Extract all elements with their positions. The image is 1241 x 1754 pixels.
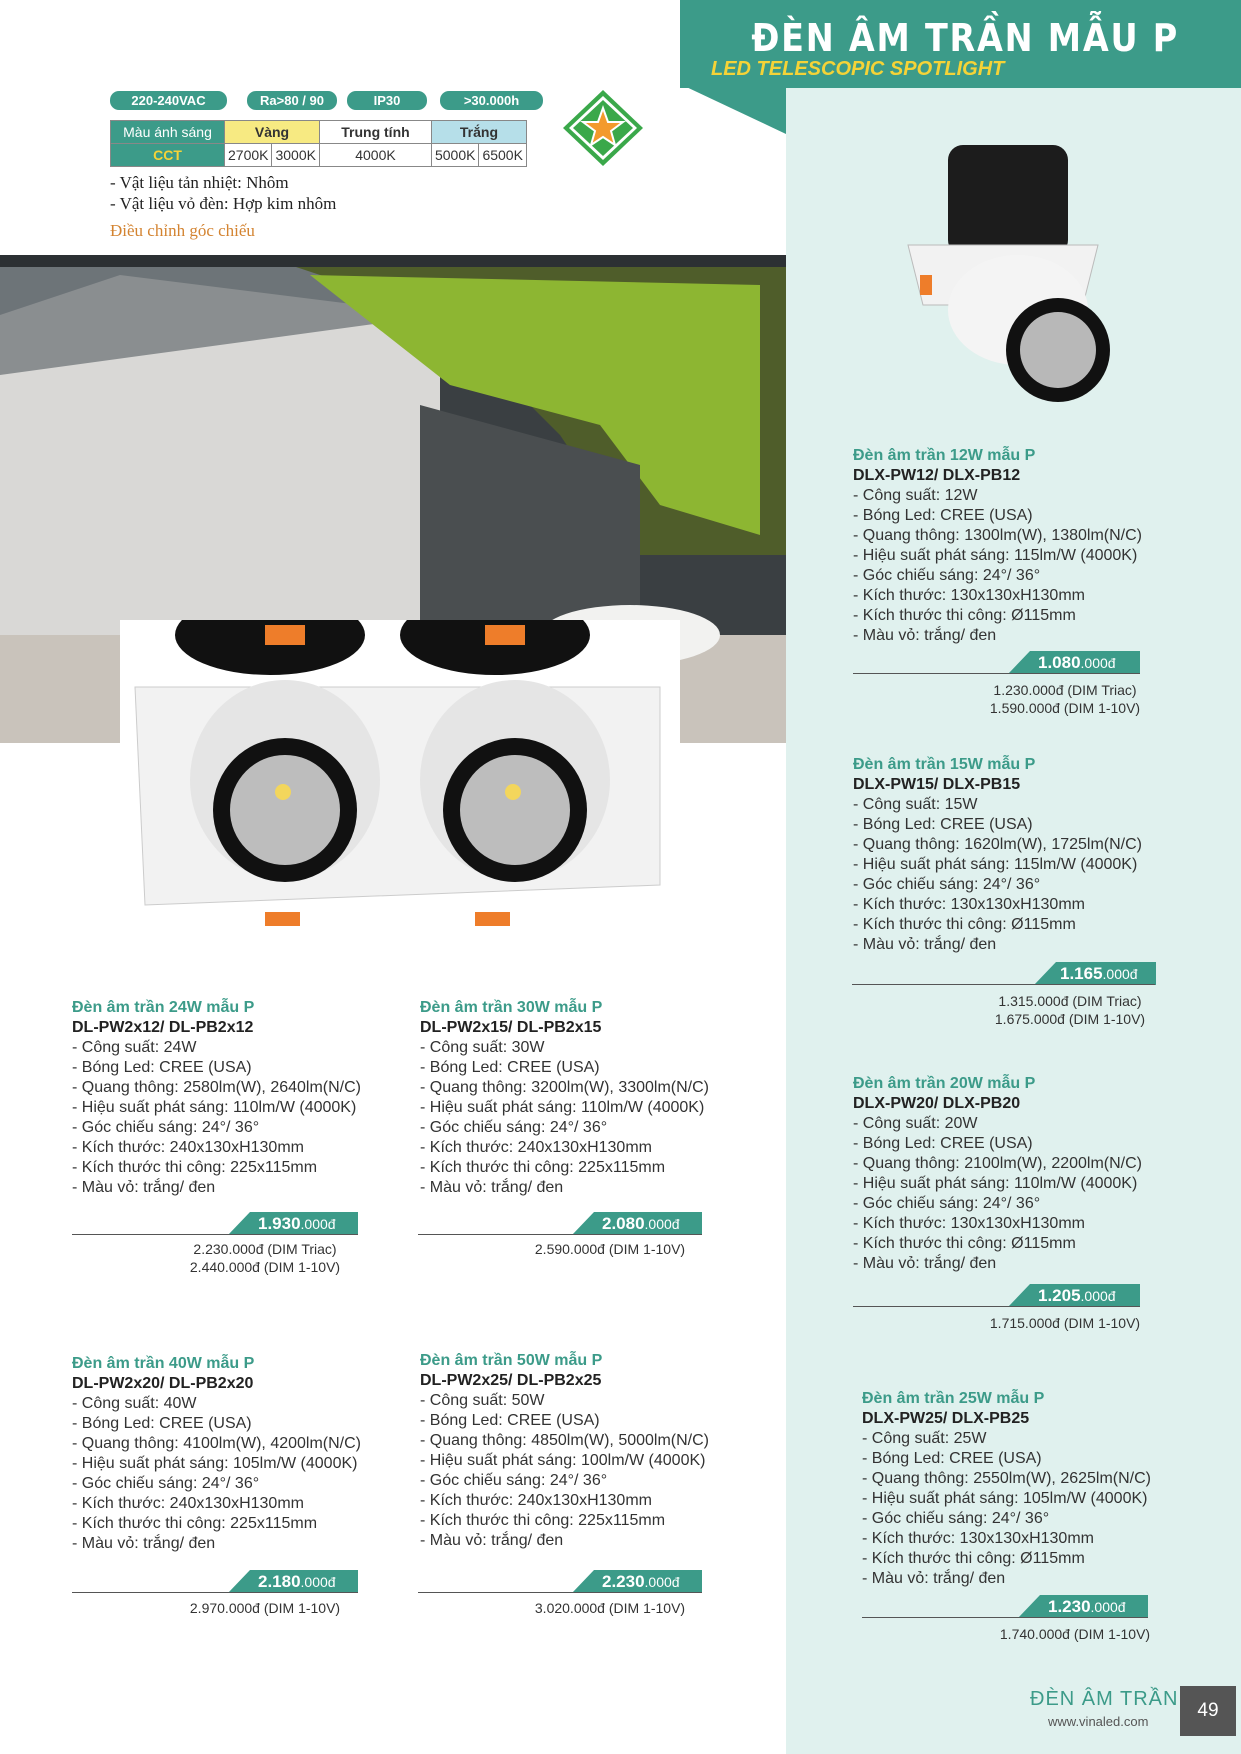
- price-underline: [853, 1306, 1140, 1307]
- price-main: 1.205: [1038, 1286, 1081, 1305]
- spec-line: - Kích thước thi công: Ø115mm: [853, 1235, 1076, 1252]
- spec-line: - Kích thước: 130x130xH130mm: [853, 587, 1085, 604]
- product-model: DLX-PW15/ DLX-PB15: [853, 776, 1021, 793]
- dim-price: 3.020.000đ (DIM 1-10V): [534, 1600, 686, 1616]
- energy-saving-star-icon: [558, 88, 648, 168]
- voltage-badge: 220-240VAC: [110, 91, 227, 110]
- dim-prices: [960, 681, 1170, 717]
- spec-line: - Màu vỏ: trắng/ đen: [72, 1535, 216, 1552]
- dim-price: 1.230.000đ (DIM Triac): [993, 682, 1137, 698]
- price-underline: [72, 1592, 358, 1593]
- double-spotlight-image: [120, 620, 680, 960]
- spec-line: - Kích thước: 240x130xH130mm: [420, 1492, 652, 1509]
- product-40w: [72, 1354, 361, 1554]
- spec-line: - Hiệu suất phát sáng: 105lm/W (4000K): [72, 1455, 358, 1472]
- cct-table: [110, 120, 527, 167]
- spec-line: - Công suất: 50W: [420, 1392, 545, 1409]
- price-main: 1.165: [1060, 964, 1103, 983]
- price-tail: .000đ: [300, 1574, 336, 1590]
- spec-line: - Góc chiếu sáng: 24°/ 36°: [862, 1510, 1050, 1527]
- spec-line: - Quang thông: 3200lm(W), 3300lm(N/C): [420, 1079, 709, 1096]
- dim-price: 2.230.000đ (DIM Triac): [193, 1241, 337, 1257]
- dim-prices: [160, 1599, 370, 1617]
- spec-line: - Kích thước: 240x130xH130mm: [72, 1495, 304, 1512]
- dim-prices: [960, 992, 1180, 1028]
- price-tag: [1030, 651, 1140, 674]
- cct-cool-header: Trắng: [431, 121, 526, 144]
- spec-line: - Màu vỏ: trắng/ đen: [862, 1570, 1006, 1587]
- spec-line: - Kích thước thi công: Ø115mm: [853, 607, 1076, 624]
- spec-line: - Hiệu suất phát sáng: 110lm/W (4000K): [420, 1099, 705, 1116]
- price-tail: .000đ: [300, 1216, 336, 1232]
- cct-label: CCT: [111, 144, 225, 167]
- spec-line: - Công suất: 24W: [72, 1039, 197, 1056]
- ip-badge: IP30: [347, 91, 427, 110]
- product-20w: [853, 1074, 1142, 1274]
- spec-line: - Hiệu suất phát sáng: 105lm/W (4000K): [862, 1490, 1148, 1507]
- product-25w: [862, 1389, 1151, 1589]
- spec-line: - Góc chiếu sáng: 24°/ 36°: [853, 876, 1041, 893]
- material-housing: - Vật liệu vỏ đèn: Hợp kim nhôm: [110, 194, 337, 213]
- product-model: DL-PW2x12/ DL-PB2x12: [72, 1019, 254, 1036]
- spec-line: - Góc chiếu sáng: 24°/ 36°: [853, 1195, 1041, 1212]
- spec-line: - Công suất: 20W: [853, 1115, 978, 1132]
- spec-line: - Kích thước: 130x130xH130mm: [862, 1530, 1094, 1547]
- dim-prices: [970, 1625, 1180, 1643]
- cct-neutral-header: Trung tính: [319, 121, 431, 144]
- page-title: ĐÈN ÂM TRẦN MẪU P: [751, 16, 1179, 60]
- product-model: DL-PW2x25/ DL-PB2x25: [420, 1372, 602, 1389]
- spec-line: - Kích thước: 240x130xH130mm: [72, 1139, 304, 1156]
- page-subtitle: LED TELESCOPIC SPOTLIGHT: [711, 58, 1005, 80]
- spec-line: - Kích thước thi công: 225x115mm: [72, 1515, 318, 1532]
- product-title: Đèn âm trần 25W mẫu P: [862, 1390, 1045, 1407]
- product-title: Đèn âm trần 40W mẫu P: [72, 1355, 255, 1372]
- single-spotlight-image: [868, 125, 1143, 425]
- spec-line: - Kích thước: 130x130xH130mm: [853, 896, 1085, 913]
- header-corner: [680, 84, 786, 134]
- product-15w: [853, 755, 1142, 955]
- spec-line: - Quang thông: 1300lm(W), 1380lm(N/C): [853, 527, 1142, 544]
- product-24w: [72, 998, 361, 1198]
- spec-line: - Màu vỏ: trắng/ đen: [853, 936, 997, 953]
- product-title: Đèn âm trần 50W mẫu P: [420, 1352, 603, 1369]
- dim-price: 2.590.000đ (DIM 1-10V): [534, 1241, 686, 1257]
- price-tag: [594, 1212, 702, 1235]
- price-tail: .000đ: [644, 1574, 680, 1590]
- price-tag: [594, 1570, 702, 1593]
- spec-line: - Hiệu suất phát sáng: 110lm/W (4000K): [72, 1099, 357, 1116]
- spec-line: - Quang thông: 2580lm(W), 2640lm(N/C): [72, 1079, 361, 1096]
- product-12w: [853, 446, 1142, 646]
- spec-line: - Công suất: 25W: [862, 1430, 987, 1447]
- spec-line: - Bóng Led: CREE (USA): [72, 1059, 252, 1076]
- materials: [110, 172, 336, 214]
- cct-value: 2700K: [225, 144, 272, 167]
- price-underline: [418, 1234, 702, 1235]
- price-main: 2.080: [602, 1214, 645, 1233]
- cct-value: 3000K: [272, 144, 319, 167]
- spec-line: - Góc chiếu sáng: 24°/ 36°: [420, 1119, 608, 1136]
- product-title: Đèn âm trần 20W mẫu P: [853, 1075, 1036, 1092]
- dim-prices: [160, 1240, 370, 1276]
- spec-line: - Hiệu suất phát sáng: 115lm/W (4000K): [853, 856, 1138, 873]
- spec-line: - Kích thước thi công: Ø115mm: [862, 1550, 1085, 1567]
- price-main: 1.230: [1048, 1597, 1091, 1616]
- spec-line: - Bóng Led: CREE (USA): [72, 1415, 252, 1432]
- price-tail: .000đ: [1080, 1288, 1116, 1304]
- cct-warm-header: Vàng: [225, 121, 320, 144]
- product-title: Đèn âm trần 24W mẫu P: [72, 999, 255, 1016]
- spec-line: - Màu vỏ: trắng/ đen: [72, 1179, 216, 1196]
- spec-line: - Màu vỏ: trắng/ đen: [853, 1255, 997, 1272]
- dim-prices: [960, 1314, 1170, 1332]
- product-model: DLX-PW25/ DLX-PB25: [862, 1410, 1030, 1427]
- spec-line: - Quang thông: 4100lm(W), 4200lm(N/C): [72, 1435, 361, 1452]
- spec-line: - Góc chiếu sáng: 24°/ 36°: [72, 1475, 260, 1492]
- price-main: 1.080: [1038, 653, 1081, 672]
- price-underline: [862, 1617, 1148, 1618]
- spec-line: - Màu vỏ: trắng/ đen: [420, 1179, 564, 1196]
- footer-url[interactable]: www.vinaled.com: [1048, 1714, 1149, 1729]
- price-underline: [853, 673, 1140, 674]
- product-title: Đèn âm trần 15W mẫu P: [853, 756, 1036, 773]
- spec-line: - Màu vỏ: trắng/ đen: [420, 1532, 564, 1549]
- dim-price: 2.440.000đ (DIM 1-10V): [189, 1259, 341, 1275]
- spec-line: - Quang thông: 4850lm(W), 5000lm(N/C): [420, 1432, 709, 1449]
- dim-prices: [505, 1599, 715, 1617]
- product-50w: [420, 1351, 709, 1551]
- spec-line: - Bóng Led: CREE (USA): [853, 816, 1033, 833]
- product-model: DLX-PW12/ DLX-PB12: [853, 467, 1021, 484]
- price-main: 1.930: [258, 1214, 301, 1233]
- dim-price: 1.675.000đ (DIM 1-10V): [994, 1011, 1146, 1027]
- spec-line: - Kích thước thi công: 225x115mm: [72, 1159, 318, 1176]
- spec-line: - Bóng Led: CREE (USA): [853, 1135, 1033, 1152]
- price-main: 2.180: [258, 1572, 301, 1591]
- price-tag: [250, 1212, 358, 1235]
- product-title: Đèn âm trần 12W mẫu P: [853, 447, 1036, 464]
- price-main: 2.230: [602, 1572, 645, 1591]
- spec-line: - Bóng Led: CREE (USA): [853, 507, 1033, 524]
- product-title: Đèn âm trần 30W mẫu P: [420, 999, 603, 1016]
- adjust-angle-label: Điều chỉnh góc chiếu: [110, 221, 255, 240]
- price-tail: .000đ: [644, 1216, 680, 1232]
- spec-line: - Kích thước thi công: Ø115mm: [853, 916, 1076, 933]
- spec-line: - Quang thông: 1620lm(W), 1725lm(N/C): [853, 836, 1142, 853]
- spec-line: - Kích thước: 130x130xH130mm: [853, 1215, 1085, 1232]
- spec-line: - Hiệu suất phát sáng: 110lm/W (4000K): [853, 1175, 1138, 1192]
- spec-line: - Công suất: 40W: [72, 1395, 197, 1412]
- spec-line: - Bóng Led: CREE (USA): [420, 1412, 600, 1429]
- product-model: DLX-PW20/ DLX-PB20: [853, 1095, 1021, 1112]
- price-tag: [1030, 1284, 1140, 1307]
- spec-line: - Hiệu suất phát sáng: 115lm/W (4000K): [853, 547, 1138, 564]
- spec-line: - Góc chiếu sáng: 24°/ 36°: [420, 1472, 608, 1489]
- spec-line: - Công suất: 12W: [853, 487, 978, 504]
- dim-price: 1.590.000đ (DIM 1-10V): [989, 700, 1141, 716]
- spec-line: - Kích thước: 240x130xH130mm: [420, 1139, 652, 1156]
- spec-line: - Kích thước thi công: 225x115mm: [420, 1512, 666, 1529]
- footer-section: ĐÈN ÂM TRẦN: [1030, 1688, 1179, 1710]
- cct-value: 5000K: [431, 144, 478, 167]
- product-model: DL-PW2x20/ DL-PB2x20: [72, 1375, 254, 1392]
- price-tail: .000đ: [1102, 966, 1138, 982]
- spec-line: - Góc chiếu sáng: 24°/ 36°: [72, 1119, 260, 1136]
- product-model: DL-PW2x15/ DL-PB2x15: [420, 1019, 602, 1036]
- spec-line: - Góc chiếu sáng: 24°/ 36°: [853, 567, 1041, 584]
- spec-line: - Bóng Led: CREE (USA): [420, 1059, 600, 1076]
- spec-line: - Quang thông: 2550lm(W), 2625lm(N/C): [862, 1470, 1151, 1487]
- spec-line: - Màu vỏ: trắng/ đen: [853, 627, 997, 644]
- dim-price: 2.970.000đ (DIM 1-10V): [189, 1600, 341, 1616]
- price-tag: [1040, 1595, 1148, 1618]
- spec-line: - Công suất: 15W: [853, 796, 978, 813]
- dim-price: 1.315.000đ (DIM Triac): [998, 993, 1142, 1009]
- dim-price: 1.715.000đ (DIM 1-10V): [989, 1315, 1141, 1331]
- spec-line: - Hiệu suất phát sáng: 100lm/W (4000K): [420, 1452, 706, 1469]
- cri-badge: Ra>80 / 90: [247, 91, 337, 110]
- cct-value: 4000K: [319, 144, 431, 167]
- price-underline: [72, 1234, 358, 1235]
- price-tag: [1056, 962, 1156, 985]
- price-underline: [418, 1592, 702, 1593]
- spec-line: - Kích thước thi công: 225x115mm: [420, 1159, 666, 1176]
- dim-price: 1.740.000đ (DIM 1-10V): [999, 1626, 1151, 1642]
- price-underline: [852, 984, 1155, 985]
- cct-row-label: Màu ánh sáng: [111, 121, 225, 144]
- product-30w: [420, 998, 709, 1198]
- price-tail: .000đ: [1080, 655, 1116, 671]
- page-number: 49: [1180, 1686, 1236, 1736]
- spec-line: - Quang thông: 2100lm(W), 2200lm(N/C): [853, 1155, 1142, 1172]
- price-tail: .000đ: [1090, 1599, 1126, 1615]
- dim-prices: [505, 1240, 715, 1258]
- spec-line: - Công suất: 30W: [420, 1039, 545, 1056]
- price-tag: [250, 1570, 358, 1593]
- material-heatsink: - Vật liệu tản nhiệt: Nhôm: [110, 173, 289, 192]
- lifetime-badge: >30.000h: [440, 91, 543, 110]
- cct-value: 6500K: [479, 144, 526, 167]
- spec-line: - Bóng Led: CREE (USA): [862, 1450, 1042, 1467]
